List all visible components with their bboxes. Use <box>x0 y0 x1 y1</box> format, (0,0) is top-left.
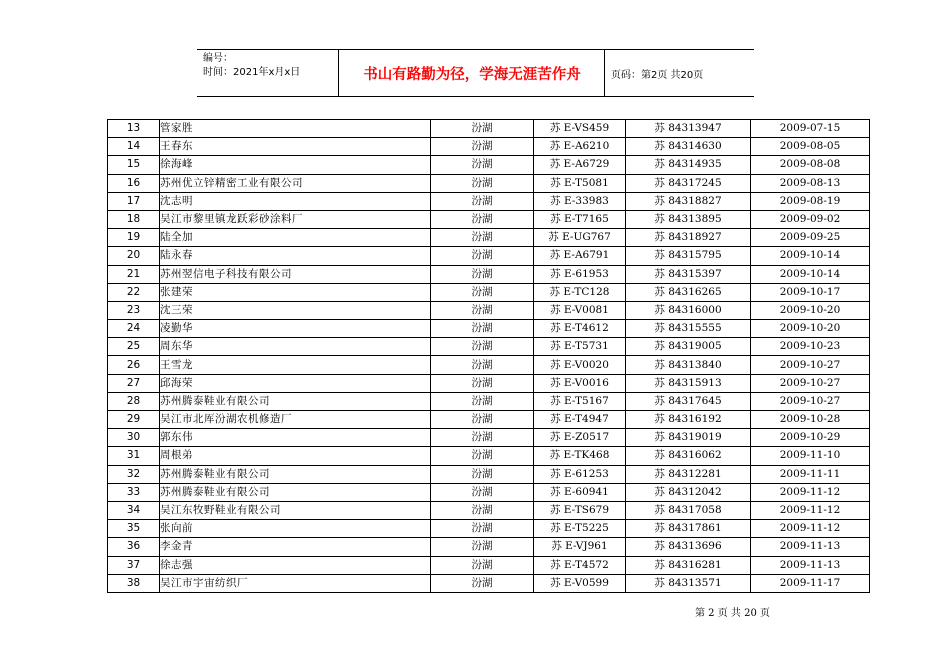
table-row <box>108 156 870 174</box>
row-number-cell: 38 <box>108 574 160 592</box>
header-meta <box>203 52 300 80</box>
plate-number-cell: 苏 E-VS459 <box>534 120 626 138</box>
plate-number-cell: 苏 E-V0020 <box>534 356 626 374</box>
owner-name-cell: 吴江市北厍汾湖农机修造厂 <box>160 411 431 429</box>
registration-date-cell: 2009-09-02 <box>751 210 870 228</box>
owner-name-cell: 苏州腾泰鞋业有限公司 <box>160 483 431 501</box>
owner-name-cell: 苏州优立锌精密工业有限公司 <box>160 174 431 192</box>
row-number-cell: 17 <box>108 192 160 210</box>
table-row <box>108 320 870 338</box>
plate-number-cell: 苏 E-60941 <box>534 483 626 501</box>
owner-name-cell: 苏州腾泰鞋业有限公司 <box>160 392 431 410</box>
table-row <box>108 192 870 210</box>
town-cell: 汾湖 <box>431 192 534 210</box>
registration-code-cell: 苏 84315795 <box>626 247 751 265</box>
registration-code-cell: 苏 84317645 <box>626 392 751 410</box>
table-row <box>108 229 870 247</box>
row-number-cell: 28 <box>108 392 160 410</box>
registration-date-cell: 2009-10-23 <box>751 338 870 356</box>
row-number-cell: 13 <box>108 120 160 138</box>
table-row <box>108 556 870 574</box>
town-cell: 汾湖 <box>431 320 534 338</box>
owner-name-cell: 苏州翌信电子科技有限公司 <box>160 265 431 283</box>
registration-date-cell: 2009-10-28 <box>751 411 870 429</box>
owner-name-cell: 陆永春 <box>160 247 431 265</box>
owner-name-cell: 王雪龙 <box>160 356 431 374</box>
owner-name-cell: 沈三荣 <box>160 301 431 319</box>
town-cell: 汾湖 <box>431 538 534 556</box>
owner-name-cell: 徐海峰 <box>160 156 431 174</box>
town-cell: 汾湖 <box>431 338 534 356</box>
table-row <box>108 374 870 392</box>
plate-number-cell: 苏 E-T5225 <box>534 520 626 538</box>
plate-number-cell: 苏 E-T5081 <box>534 174 626 192</box>
registration-code-cell: 苏 84317861 <box>626 520 751 538</box>
town-cell: 汾湖 <box>431 520 534 538</box>
town-cell: 汾湖 <box>431 138 534 156</box>
registration-code-cell: 苏 84315913 <box>626 374 751 392</box>
plate-number-cell: 苏 E-61953 <box>534 265 626 283</box>
registration-code-cell: 苏 84319005 <box>626 338 751 356</box>
table-row <box>108 301 870 319</box>
plate-number-cell: 苏 E-UG767 <box>534 229 626 247</box>
registration-date-cell: 2009-10-27 <box>751 356 870 374</box>
table-row <box>108 447 870 465</box>
town-cell: 汾湖 <box>431 229 534 247</box>
time-label: 时间：2021年x月x日 <box>203 67 301 78</box>
town-cell: 汾湖 <box>431 283 534 301</box>
owner-name-cell: 徐志强 <box>160 556 431 574</box>
town-cell: 汾湖 <box>431 156 534 174</box>
registration-date-cell: 2009-10-29 <box>751 429 870 447</box>
registration-date-cell: 2009-10-27 <box>751 374 870 392</box>
registration-table-body <box>108 120 870 593</box>
registration-date-cell: 2009-11-10 <box>751 447 870 465</box>
table-row <box>108 174 870 192</box>
table-row <box>108 483 870 501</box>
registration-date-cell: 2009-11-12 <box>751 520 870 538</box>
plate-number-cell: 苏 E-A6210 <box>534 138 626 156</box>
row-number-cell: 34 <box>108 501 160 519</box>
document-header <box>197 49 754 97</box>
registration-date-cell: 2009-07-15 <box>751 120 870 138</box>
owner-name-cell: 管家胜 <box>160 120 431 138</box>
table-row <box>108 465 870 483</box>
row-number-cell: 31 <box>108 447 160 465</box>
registration-code-cell: 苏 84316062 <box>626 447 751 465</box>
owner-name-cell: 吴江市宇宙纺织厂 <box>160 574 431 592</box>
plate-number-cell: 苏 E-TS679 <box>534 501 626 519</box>
registration-code-cell: 苏 84312042 <box>626 483 751 501</box>
row-number-cell: 22 <box>108 283 160 301</box>
row-number-cell: 23 <box>108 301 160 319</box>
plate-number-cell: 苏 E-Z0517 <box>534 429 626 447</box>
owner-name-cell: 王春东 <box>160 138 431 156</box>
registration-code-cell: 苏 84314630 <box>626 138 751 156</box>
registration-code-cell: 苏 84316192 <box>626 411 751 429</box>
row-number-cell: 24 <box>108 320 160 338</box>
owner-name-cell: 吴江东牧野鞋业有限公司 <box>160 501 431 519</box>
town-cell: 汾湖 <box>431 574 534 592</box>
table-row <box>108 429 870 447</box>
town-cell: 汾湖 <box>431 556 534 574</box>
header-motto: 书山有路勤为径，学海无涯苦作舟 <box>363 66 581 83</box>
registration-code-cell: 苏 84313947 <box>626 120 751 138</box>
row-number-cell: 27 <box>108 374 160 392</box>
registration-date-cell: 2009-08-05 <box>751 138 870 156</box>
plate-number-cell: 苏 E-T5167 <box>534 392 626 410</box>
table-row <box>108 538 870 556</box>
town-cell: 汾湖 <box>431 483 534 501</box>
owner-name-cell: 陆全加 <box>160 229 431 247</box>
header-divider <box>338 50 339 96</box>
registration-code-cell: 苏 84314935 <box>626 156 751 174</box>
table-row <box>108 120 870 138</box>
owner-name-cell: 李金青 <box>160 538 431 556</box>
registration-date-cell: 2009-10-20 <box>751 301 870 319</box>
registration-code-cell: 苏 84319019 <box>626 429 751 447</box>
registration-code-cell: 苏 84315555 <box>626 320 751 338</box>
row-number-cell: 30 <box>108 429 160 447</box>
town-cell: 汾湖 <box>431 429 534 447</box>
plate-number-cell: 苏 E-T4612 <box>534 320 626 338</box>
plate-number-cell: 苏 E-V0016 <box>534 374 626 392</box>
town-cell: 汾湖 <box>431 247 534 265</box>
table-row <box>108 392 870 410</box>
town-cell: 汾湖 <box>431 356 534 374</box>
table-row <box>108 356 870 374</box>
row-number-cell: 32 <box>108 465 160 483</box>
registration-date-cell: 2009-11-17 <box>751 574 870 592</box>
registration-date-cell: 2009-11-11 <box>751 465 870 483</box>
header-page-label: 页码：第2页 共20页 <box>611 69 704 81</box>
registration-code-cell: 苏 84313895 <box>626 210 751 228</box>
plate-number-cell: 苏 E-VJ961 <box>534 538 626 556</box>
town-cell: 汾湖 <box>431 301 534 319</box>
registration-date-cell: 2009-08-08 <box>751 156 870 174</box>
town-cell: 汾湖 <box>431 392 534 410</box>
registration-date-cell: 2009-11-12 <box>751 501 870 519</box>
registration-date-cell: 2009-10-14 <box>751 247 870 265</box>
registration-date-cell: 2009-11-13 <box>751 538 870 556</box>
serial-label: 编号： <box>203 53 233 64</box>
row-number-cell: 25 <box>108 338 160 356</box>
town-cell: 汾湖 <box>431 210 534 228</box>
registration-date-cell: 2009-11-13 <box>751 556 870 574</box>
row-number-cell: 33 <box>108 483 160 501</box>
row-number-cell: 37 <box>108 556 160 574</box>
table-row <box>108 574 870 592</box>
row-number-cell: 29 <box>108 411 160 429</box>
town-cell: 汾湖 <box>431 265 534 283</box>
town-cell: 汾湖 <box>431 411 534 429</box>
owner-name-cell: 凌勤华 <box>160 320 431 338</box>
registration-code-cell: 苏 84317245 <box>626 174 751 192</box>
owner-name-cell: 张向前 <box>160 520 431 538</box>
row-number-cell: 18 <box>108 210 160 228</box>
town-cell: 汾湖 <box>431 174 534 192</box>
table-row <box>108 210 870 228</box>
registration-code-cell: 苏 84312281 <box>626 465 751 483</box>
plate-number-cell: 苏 E-TK468 <box>534 447 626 465</box>
owner-name-cell: 郭东伟 <box>160 429 431 447</box>
registration-date-cell: 2009-08-13 <box>751 174 870 192</box>
header-divider <box>604 50 605 96</box>
registration-date-cell: 2009-10-17 <box>751 283 870 301</box>
registration-date-cell: 2009-10-27 <box>751 392 870 410</box>
owner-name-cell: 周东华 <box>160 338 431 356</box>
table-row <box>108 338 870 356</box>
owner-name-cell: 张建荣 <box>160 283 431 301</box>
row-number-cell: 26 <box>108 356 160 374</box>
registration-code-cell: 苏 84316281 <box>626 556 751 574</box>
registration-table <box>107 119 870 593</box>
registration-code-cell: 苏 84315397 <box>626 265 751 283</box>
registration-date-cell: 2009-09-25 <box>751 229 870 247</box>
owner-name-cell: 周根弟 <box>160 447 431 465</box>
registration-code-cell: 苏 84317058 <box>626 501 751 519</box>
plate-number-cell: 苏 E-V0081 <box>534 301 626 319</box>
plate-number-cell: 苏 E-T7165 <box>534 210 626 228</box>
registration-code-cell: 苏 84313840 <box>626 356 751 374</box>
registration-code-cell: 苏 84318927 <box>626 229 751 247</box>
row-number-cell: 15 <box>108 156 160 174</box>
registration-date-cell: 2009-10-14 <box>751 265 870 283</box>
table-row <box>108 247 870 265</box>
plate-number-cell: 苏 E-33983 <box>534 192 626 210</box>
plate-number-cell: 苏 E-61253 <box>534 465 626 483</box>
registration-code-cell: 苏 84316265 <box>626 283 751 301</box>
owner-name-cell: 苏州腾泰鞋业有限公司 <box>160 465 431 483</box>
table-row <box>108 501 870 519</box>
row-number-cell: 36 <box>108 538 160 556</box>
town-cell: 汾湖 <box>431 120 534 138</box>
page-footer: 第 2 页 共 20 页 <box>695 608 770 619</box>
plate-number-cell: 苏 E-T4947 <box>534 411 626 429</box>
plate-number-cell: 苏 E-T4572 <box>534 556 626 574</box>
table-row <box>108 265 870 283</box>
row-number-cell: 21 <box>108 265 160 283</box>
table-row <box>108 283 870 301</box>
registration-code-cell: 苏 84313571 <box>626 574 751 592</box>
row-number-cell: 20 <box>108 247 160 265</box>
plate-number-cell: 苏 E-T5731 <box>534 338 626 356</box>
row-number-cell: 16 <box>108 174 160 192</box>
table-row <box>108 138 870 156</box>
town-cell: 汾湖 <box>431 374 534 392</box>
owner-name-cell: 邱海荣 <box>160 374 431 392</box>
plate-number-cell: 苏 E-TC128 <box>534 283 626 301</box>
town-cell: 汾湖 <box>431 501 534 519</box>
row-number-cell: 14 <box>108 138 160 156</box>
table-row <box>108 411 870 429</box>
plate-number-cell: 苏 E-V0599 <box>534 574 626 592</box>
owner-name-cell: 沈志明 <box>160 192 431 210</box>
registration-date-cell: 2009-11-12 <box>751 483 870 501</box>
plate-number-cell: 苏 E-A6729 <box>534 156 626 174</box>
registration-code-cell: 苏 84316000 <box>626 301 751 319</box>
owner-name-cell: 吴江市黎里镇龙跃彩砂涂料厂 <box>160 210 431 228</box>
row-number-cell: 35 <box>108 520 160 538</box>
town-cell: 汾湖 <box>431 465 534 483</box>
registration-date-cell: 2009-08-19 <box>751 192 870 210</box>
plate-number-cell: 苏 E-A6791 <box>534 247 626 265</box>
town-cell: 汾湖 <box>431 447 534 465</box>
row-number-cell: 19 <box>108 229 160 247</box>
table-row <box>108 520 870 538</box>
registration-date-cell: 2009-10-20 <box>751 320 870 338</box>
registration-code-cell: 苏 84318827 <box>626 192 751 210</box>
registration-code-cell: 苏 84313696 <box>626 538 751 556</box>
